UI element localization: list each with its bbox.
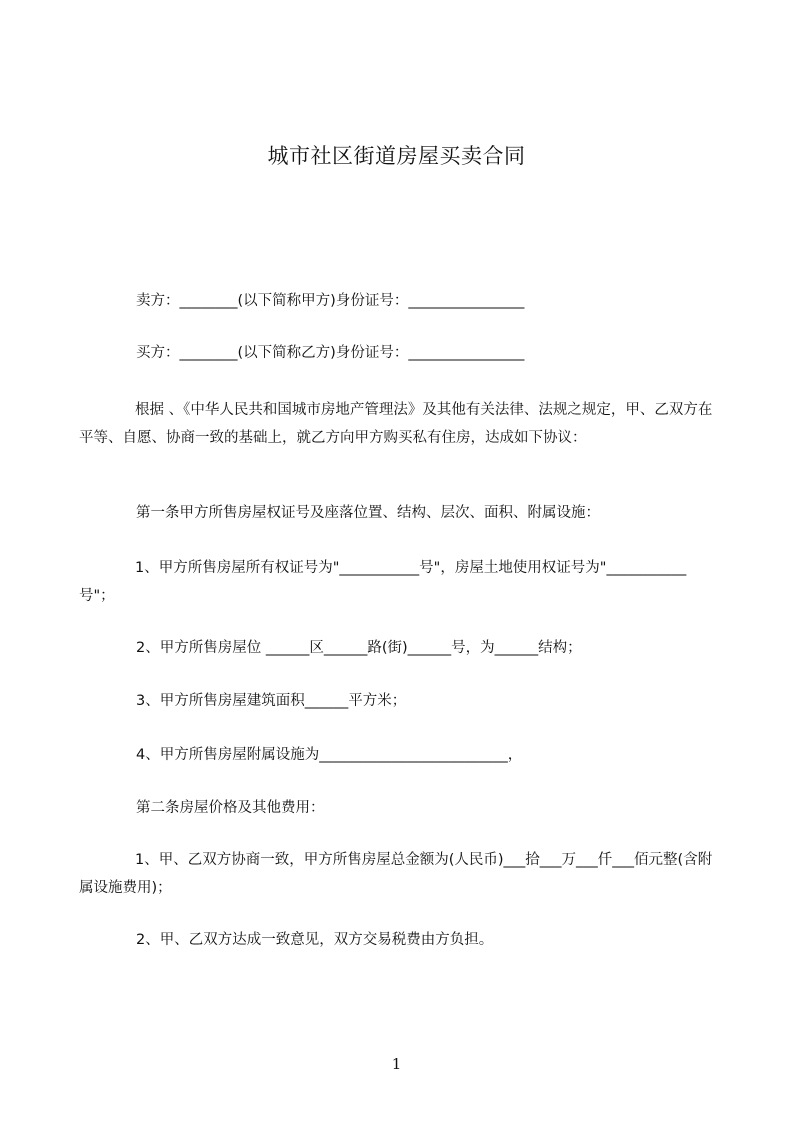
article2-heading: 第二条房屋价格及其他费用： bbox=[136, 800, 325, 816]
article1-item4: 4、甲方所售房屋附属设施为__________________________， bbox=[136, 747, 523, 763]
seller-line: 卖方：________(以下简称甲方)身份证号：________________ bbox=[136, 293, 525, 309]
article1-heading: 第一条甲方所售房屋权证号及座落位置、结构、层次、面积、附属设施： bbox=[136, 505, 600, 521]
article1-item3: 3、甲方所售房屋建筑面积______平方米； bbox=[136, 693, 407, 709]
article2-item2: 2、甲、乙双方达成一致意见，双方交易税费由方负担。 bbox=[136, 932, 494, 948]
article1-item2: 2、甲方所售房屋位 ______区______路(街)______号，为______结构； bbox=[136, 640, 582, 656]
document-title: 城市社区街道房屋买卖合同 bbox=[267, 144, 526, 168]
article1-item1: 1、甲方所售房屋所有权证号为"___________号"，房屋土地使用权证号为"___________号"； bbox=[79, 560, 687, 604]
buyer-line: 买方：________(以下简称乙方)身份证号：________________ bbox=[136, 345, 525, 361]
page-number: 1 bbox=[391, 1055, 402, 1073]
preamble-paragraph: 根据 、《中华人民共和国城市房地产管理法》及其他有关法律、法规之规定，甲、乙双方在平等、自愿、协商一致的基础上，就乙方向甲方购买私有住房，达成如下协议： bbox=[79, 402, 713, 446]
article2-item1: 1、甲、乙双方协商一致，甲方所售房屋总金额为(人民币)___拾___万___仟___佰元整(含附属设施费用)； bbox=[79, 852, 713, 896]
